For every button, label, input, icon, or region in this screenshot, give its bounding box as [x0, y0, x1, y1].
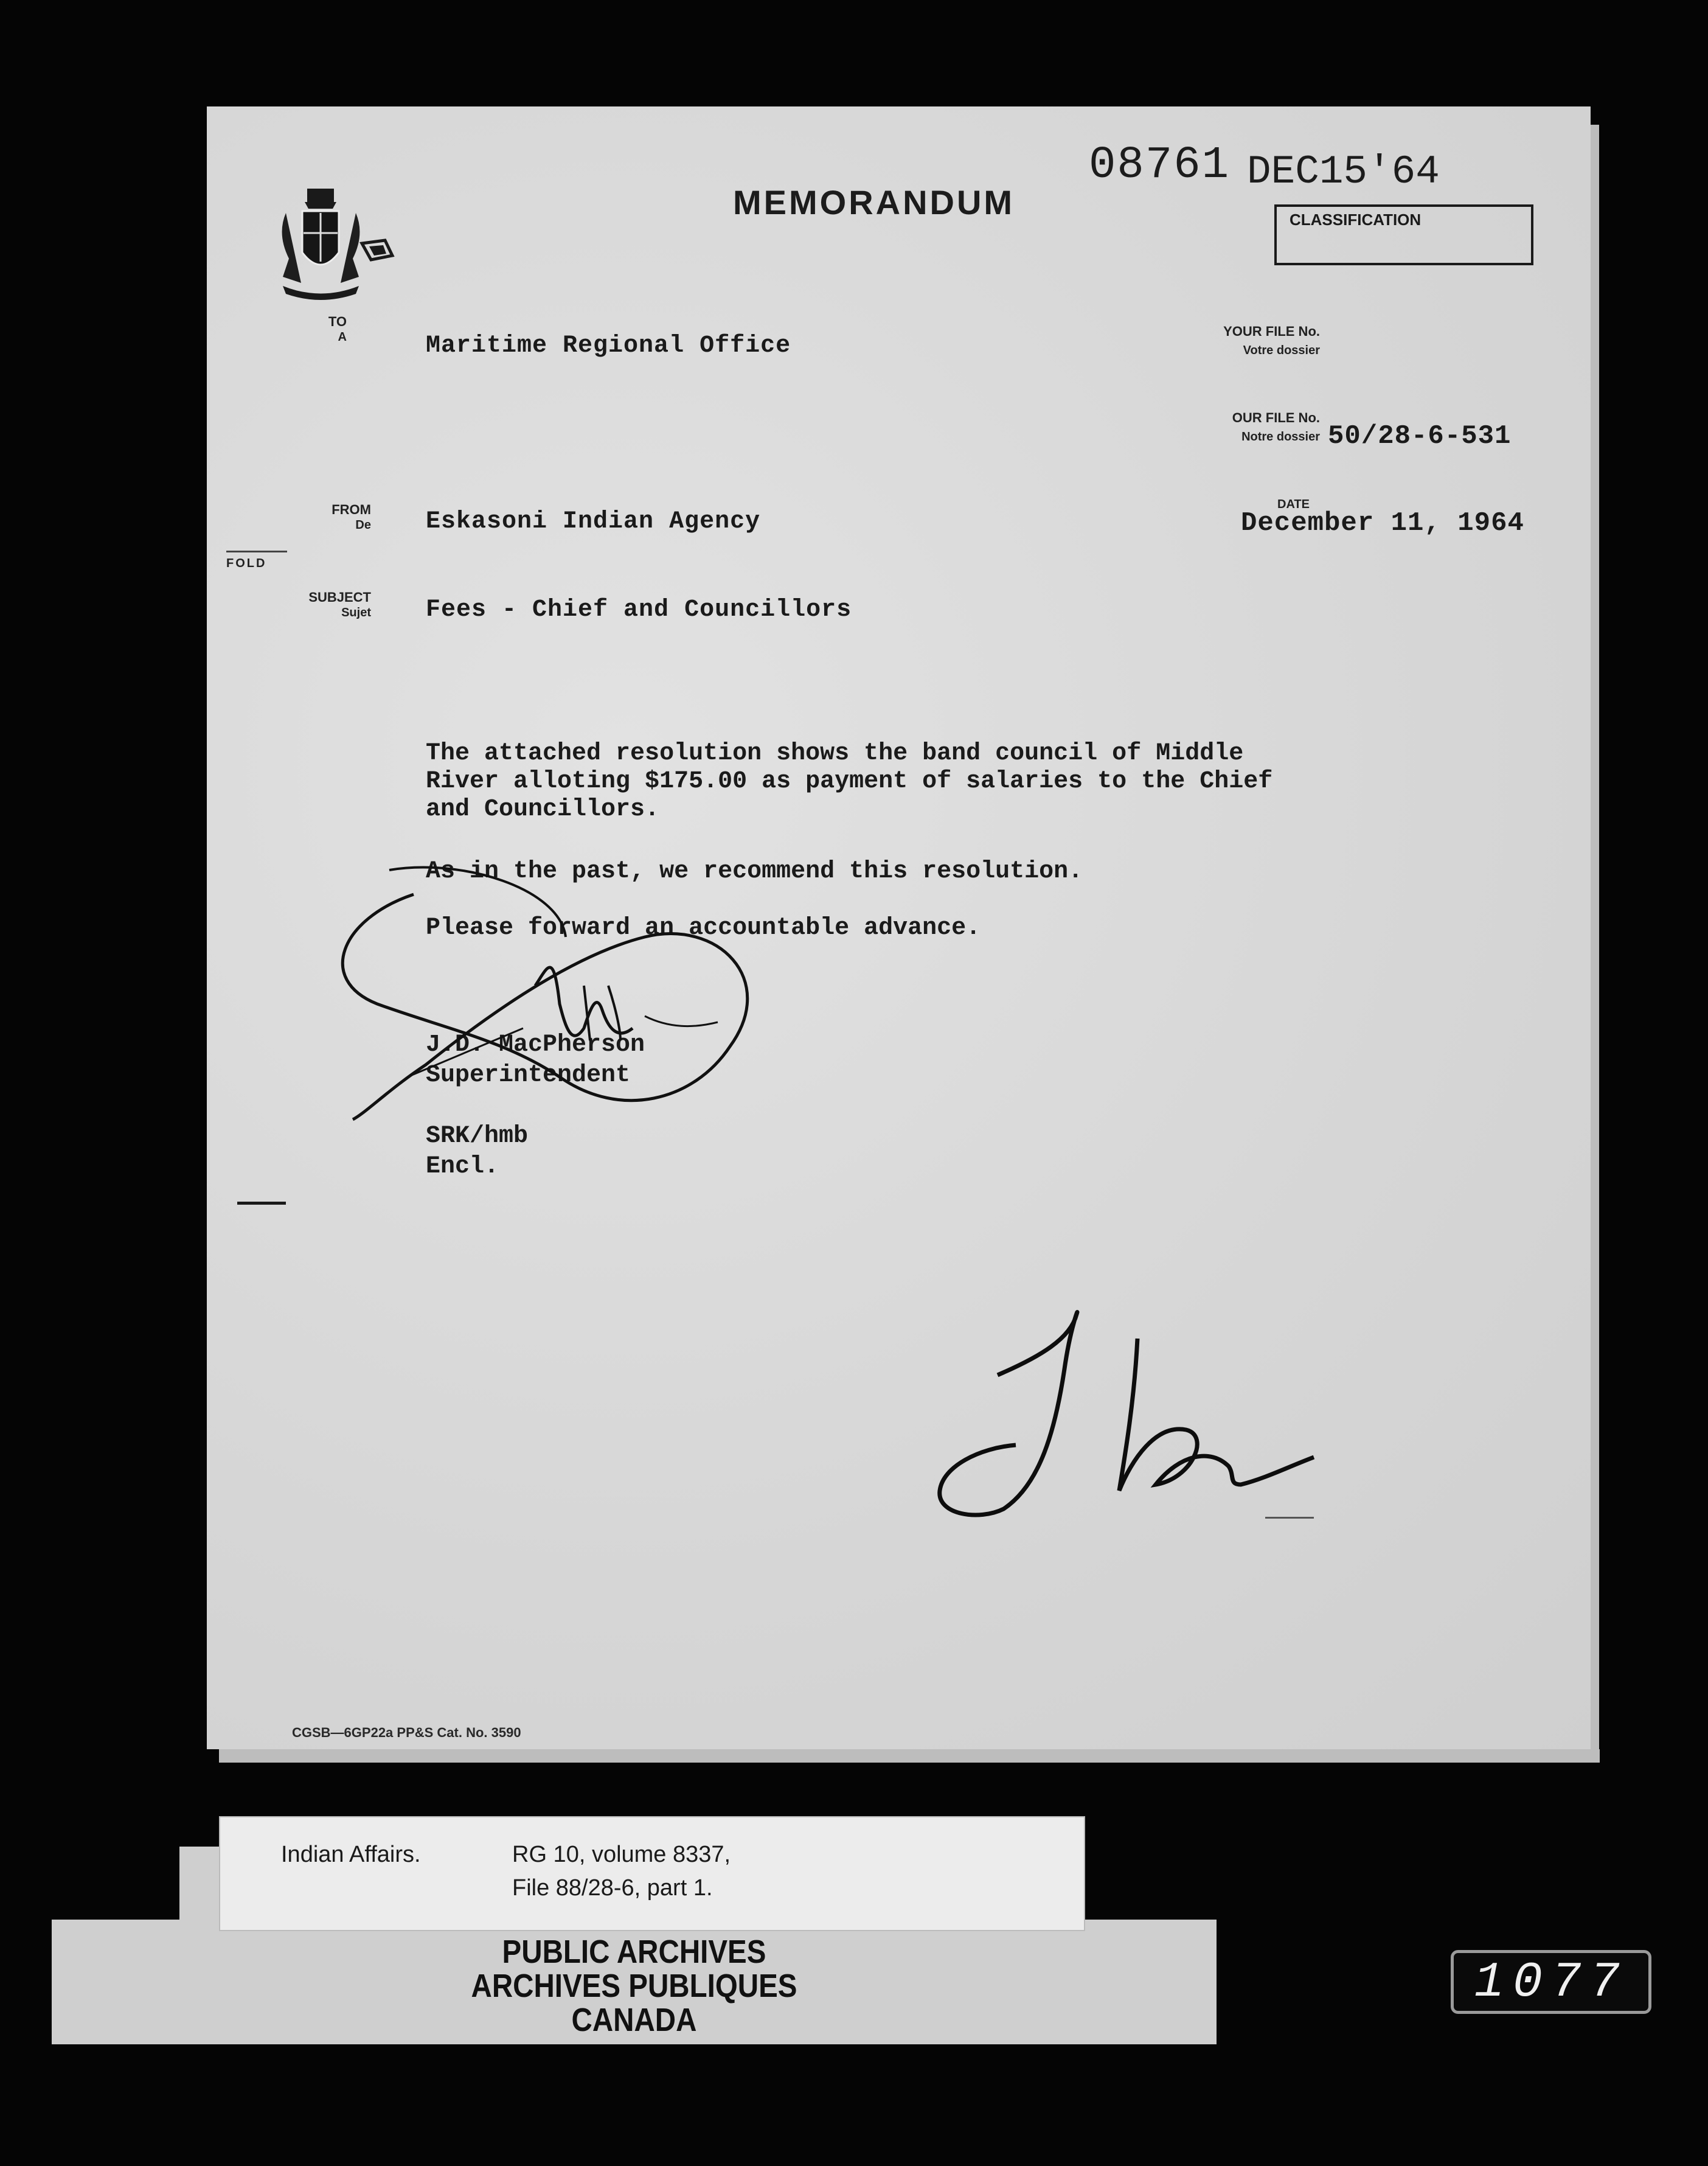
from-value: Eskasoni Indian Agency [426, 508, 761, 535]
archive-reference-line-1: RG 10, volume 8337, [512, 1842, 731, 1867]
from-label: FROM [332, 502, 371, 517]
archive-card-notch-right [1083, 1847, 1217, 1920]
to-label: TO [328, 314, 347, 329]
classification-label: CLASSIFICATION [1290, 211, 1422, 229]
archives-line-2: ARCHIVES PUBLIQUES [471, 1968, 797, 2004]
typist-initials: SRK/hmb [426, 1123, 529, 1150]
your-file-label: YOUR FILE No. [1223, 324, 1320, 339]
archive-reference-line-2: File 88/28-6, part 1. [512, 1875, 713, 1901]
subject-label: SUBJECT [308, 590, 371, 605]
body-paragraph-3: Please forward an accountable advance. [426, 914, 981, 942]
our-file-value: 50/28-6-531 [1328, 421, 1512, 451]
frame-counter [1451, 1950, 1651, 2014]
received-stamp-number: 08761 [1089, 140, 1231, 191]
body-line-1: The attached resolution shows the band council of Middle [426, 740, 1244, 767]
stray-mark [1265, 1517, 1314, 1519]
archive-card-notch-left [52, 1847, 179, 1920]
subject-label-fr: Sujet [341, 606, 371, 619]
superintendent-signature [304, 846, 888, 1126]
body-paragraph-2: As in the past, we recommend this resolution. [426, 858, 1083, 885]
archives-line-3: CANADA [571, 2002, 697, 2038]
fold-label: FOLD [226, 557, 267, 570]
our-file-label: OUR FILE No. [1232, 410, 1320, 425]
date-label: DATE [1277, 498, 1310, 511]
signer-title: Superintendent [426, 1062, 631, 1089]
your-file-label-fr: Votre dossier [1243, 344, 1320, 357]
signer-name: J.D. MacPherson [426, 1031, 645, 1059]
archives-line-1: PUBLIC ARCHIVES [502, 1934, 766, 1970]
from-label-fr: De [355, 518, 371, 532]
date-value: December 11, 1964 [1241, 508, 1524, 538]
archive-reference-card [219, 1816, 1085, 1931]
page-edge-right [1591, 125, 1599, 1755]
our-file-label-fr: Notre dossier [1241, 430, 1320, 444]
form-catalogue-number: CGSB—6GP22a PP&S Cat. No. 3590 [292, 1725, 521, 1740]
memo-title: MEMORANDUM [733, 183, 1015, 221]
body-line-3: and Councillors. [426, 796, 660, 823]
body-line-2: River alloting $175.00 as payment of salaries to the Chief [426, 768, 1273, 795]
received-stamp-date: DEC15'64 [1247, 149, 1440, 195]
archives-stamp [122, 1935, 1147, 2037]
subject-value: Fees - Chief and Councillors [426, 596, 852, 624]
to-label-fr: A [338, 330, 347, 344]
to-value: Maritime Regional Office [426, 332, 791, 360]
page-edge-bottom [219, 1749, 1600, 1763]
enclosure-note: Encl. [426, 1153, 499, 1180]
handwritten-initials [925, 1302, 1320, 1521]
coat-of-arms-icon [265, 186, 395, 304]
archive-department: Indian Affairs. [281, 1842, 421, 1867]
frame-counter-value: 1077 [1474, 1954, 1628, 2011]
margin-dash [237, 1202, 286, 1205]
fold-line [226, 551, 287, 552]
